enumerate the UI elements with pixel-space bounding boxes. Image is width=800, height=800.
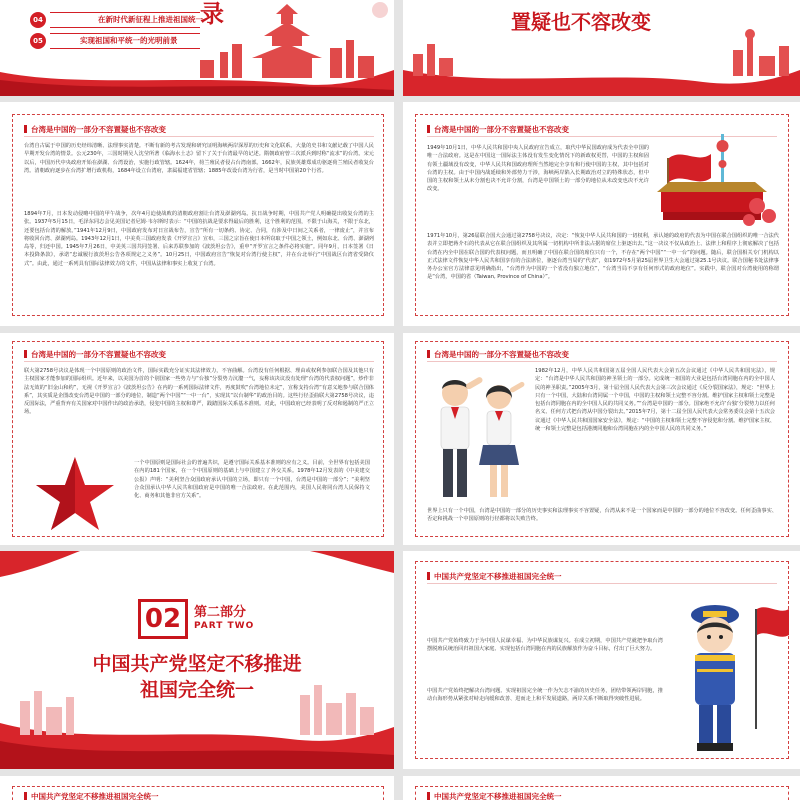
section-title: 台湾是中国的一部分不容置疑也不容改变 <box>24 349 166 360</box>
flag-icon <box>669 154 711 182</box>
next-slide-right[interactable] <box>403 776 800 800</box>
section-title: 中国共产党坚定不移推进祖国完全统一 <box>24 791 159 800</box>
paragraph-cpc-task: 中国共产党始终把解决台湾问题、实现祖国完全统一作为矢志不渝的历史任务，团结带领两岸同胞，推动台海形势从紧张对峙走向缓和改善、进而走上和平发展道路，两岸关系不断取得突破性进展。 <box>427 688 663 703</box>
history-slide[interactable] <box>0 102 394 326</box>
tiananmen-illustration <box>653 128 783 228</box>
section-title: 台湾是中国的一部分不容置疑也不容改变 <box>427 349 569 360</box>
paragraph-modern-history: 1894年7月，日本发动侵略中国的甲午战争，次年4月迫使战败的清朝政府割让台湾及澎湖列岛。抗日战争时期，中国共产党人明确提出收复台湾的主张。1937年5月15日，毛泽东同志会见美国记者尼姆·韦尔斯时表示：“中国的抗战是要求得最后的胜利，这个胜利的范围，不限于山海关，不限于东北，还要包括台湾的解放。”1941年12月9日，中国政府发布对日宣战布告，宣告“所有一切条约、协定、合同，有涉及中日间之关系者，一律废止”，并宣布将收回台湾、澎湖列岛。1943年12月1日，中美英三国政府发表《开罗宣言》宣布，三国之宗旨在使日本所窃取于中国之领土，例如东北、台湾、澎湖列岛等，归还中国。1945年7月26日，中美英三国共同签署、后来苏联参加的《波茨坦公告》，重申“开罗宣言之条件必将实施”。同年9月，日本签署《日本投降条款》，承诺“忠诚履行波茨坦公告各项规定之义务”。10月25日，中国政府宣告“恢复对台湾行使主权”，并在台北举行“中国战区台湾省受降仪式”。由此，通过一系列具有国际法律效力的文件，中国从法律和事实上收复了台湾。 <box>24 211 374 267</box>
temple-icon <box>200 4 374 78</box>
part-label-cn: 第二部分 <box>194 605 247 620</box>
divider <box>427 583 777 584</box>
toc-number-04: 04 <box>30 12 46 28</box>
tower-icon <box>413 29 789 76</box>
cpc-reunification-slide[interactable] <box>403 551 800 769</box>
part-title-line2: 祖国完全统一 <box>139 679 254 701</box>
paragraph-constitution-laws: 1982年12月，中华人民共和国第五届全国人民代表大会第五次会议通过《中华人民共和国宪法》，规定：“台湾是中华人民共和国的神圣领土的一部分。完成统一祖国的大业是包括台湾同胞在内的全中国人民的神圣职责。”2005年3月，第十届全国人民代表大会第三次会议通过《反分裂国家法》，规定：“世界上只有一个中国，大陆和台湾同属一个中国，中国的主权和领土完整不容分割。维护国家主权和领土完整是包括台湾同胞在内的全中国人民的共同义务。”“台湾是中国的一部分。国家绝不允许‘台独’分裂势力以任何名义、任何方式把台湾从中国分裂出去。”2015年7月，第十二届全国人民代表大会常务委员会第十五次会议通过《中华人民共和国国家安全法》，规定：“中国的主权和领土完整不容侵犯和分割。维护国家主权、统一和领土完整是包括港澳同胞和台湾同胞在内的全中国人民的共同义务。” <box>535 368 775 433</box>
students-saluting-illustration <box>425 367 529 503</box>
toc-slide[interactable] <box>0 0 394 96</box>
divider <box>24 136 374 137</box>
section-title: 中国共产党坚定不移推进祖国完全统一 <box>427 791 562 800</box>
legal-basis-slide[interactable] <box>403 333 800 545</box>
title-slide[interactable] <box>403 0 800 96</box>
part-title-line1: 中国共产党坚定不移推进 <box>92 653 302 675</box>
title-line: 置疑也不容改变 <box>511 10 651 34</box>
toc-number-05: 05 <box>30 33 46 49</box>
paragraph-cpc-mission: 中国共产党始终致力于为中国人民谋幸福、为中华民族谋复兴。在成立初期，中国共产党就把争取台湾摆脱殖民统治回归祖国大家庭、实现包括台湾同胞在内的民族解放作为奋斗目标，付出了巨大努力。 <box>427 638 663 653</box>
part-two-slide[interactable] <box>0 551 394 769</box>
paragraph-one-china-consensus: 一个中国原则是国际社会的普遍共识，是遵守国际关系基本准则的应有之义。目前，全世界有包括美国在内的181个国家，在一个中国原则的基础上与中国建立了外交关系。1978年12月发表的《中美建交公报》声明：“美利坚合众国政府承认中国的立场，即只有一个中国，台湾是中国的一部分”；“美利坚合众国承认中华人民共和国政府是中国的唯一合法政府。在此范围内，美国人民将同台湾人民保持文化、商务和其他非官方关系”。 <box>134 460 370 500</box>
tower-icon <box>717 134 729 190</box>
section-title: 台湾是中国的一部分不容置疑也不容改变 <box>427 124 569 135</box>
paragraph-resolution-interpretation: 联大第2758号决议是体现一个中国原则的政治文件，国际实践充分证实其法律效力，不容曲解。台湾没有任何根据、理由或权利参加联合国及其他只有主权国家才能参加的国际组织。近年来，以美国为首的个别国家一些势力与“台独”分裂势力沆瀣一气，妄称该决议没有处理“台湾的代表权问题”，炒作非法无效的“旧金山和约”，无视《开罗宣言》《波茨坦公告》在内的一系列国际法律文件，再度鼓吹“台湾地位未定”，宣称支持台湾“有意义地参与联合国体系”，其实质是企图改变台湾是中国的一部分的地位，制造“两个中国”“一中一台”，实现其“以台制华”的政治目的。这些行径歪曲联大第2758号决议，违反国际法，严重背弃有关国家对中国作出的政治承诺，侵犯中国的主权和尊严，践踏国际关系基本准则。对此，中国政府已经表明了反对和遏制的严正立场。 <box>24 368 374 416</box>
paragraph-conclusion: 世界上只有一个中国，台湾是中国的一部分的历史事实和法理事实不容置疑，台湾从来不是一个国家而是中国的一部分的地位不容改变。任何歪曲事实、否定和挑战一个中国原则的行径都将以失败告终。 <box>427 508 777 523</box>
divider <box>427 361 777 362</box>
toc-title-fragment: 录 <box>200 0 224 28</box>
part-number: 02 <box>138 599 188 639</box>
paragraph-ancient-history: 台湾自古属于中国的历史经纬清晰、法理事实清楚。不断有新的考古发现和研究证明海峡两岸深厚的历史和文化联系。大量的史书和文献记载了中国人民早期开发台湾的情景。公元230年，三国时期吴人沈莹所著《临海水土志》留下了关于台湾最早的记述。隋朝政府曾三次派兵到时称“流求”的台湾。宋元以后，中国历代中央政府开始在澎湖、台湾设治，实施行政管辖。1624年，荷兰殖民者侵占台湾南部。1662年，民族英雄郑成功驱逐荷兰殖民者收复台湾。清朝政府逐步在台湾扩增行政机构，1684年设立台湾府，隶属福建省管辖；1885年改设台湾为行省，是当时中国第20个行省。 <box>24 143 374 174</box>
un-resolution-slide[interactable] <box>403 102 800 326</box>
paragraph-prc-founding: 1949年10月1日，中华人民共和国中央人民政府宣告成立，取代中华民国政府成为代表全中国的唯一合法政府。这是在中国这一国际法主体没有发生变化情况下的新政权更替，中国的主权和固有领土疆域没有改变，中华人民共和国政府理所当然地完全享有和行使中国的主权，其中包括对台湾的主权。由于中国内战延续和外部势力干涉，海峡两岸陷入长期政治对立的特殊状态，但中国的主权和领土从未分割也决不允许分割，台湾是中国领土的一部分的地位从未改变也决不允许改变。 <box>427 145 649 193</box>
honor-guard-illustration <box>667 591 791 761</box>
section-title: 中国共产党坚定不移推进祖国完全统一 <box>427 571 562 582</box>
paragraph-resolution-2758: 1971年10月，第26届联合国大会通过第2758号决议，决定：“恢复中华人民共和国的一切权利，承认她的政府的代表为中国在联合国组织的唯一合法代表并立即把蒋介石的代表从它在联合国组织及其所属一切机构中所非法占据的席位上驱逐出去。”这一决议不仅从政治上、法律上和程序上彻底解决了包括台湾在内全中国在联合国的代表权问题，而且明确了中国在联合国的席位只有一个，不存在“两个中国”“一中一台”的问题。随后，联合国相关专门机构以正式法律文件恢复中华人民共和国享有的合法席位，驱逐台湾当局的“代表”，如1972年5月第25届世界卫生大会通过第25.1号决议。联合国秘书处法律事务办公室官方法律意见明确指出，“台湾作为中国的一个省没有独立地位”，“台湾当局不享有任何形式的政府地位”。实践中，联合国对台湾使用的称谓是“台湾，中国的省（Taiwan, Province of China）”。 <box>427 233 779 281</box>
section-title: 台湾是中国的一部分不容置疑也不容改变 <box>24 124 166 135</box>
flag-icon <box>757 607 789 636</box>
toc-item-04[interactable]: 在新时代新征程上推进祖国统一 <box>50 12 200 28</box>
international-consensus-slide[interactable] <box>0 333 394 545</box>
divider <box>24 361 374 362</box>
next-slide-left[interactable] <box>0 776 394 800</box>
star-icon <box>26 451 124 535</box>
part-label-en: PART TWO <box>194 621 255 631</box>
toc-item-05[interactable]: 实现祖国和平统一的光明前景 <box>50 33 200 49</box>
